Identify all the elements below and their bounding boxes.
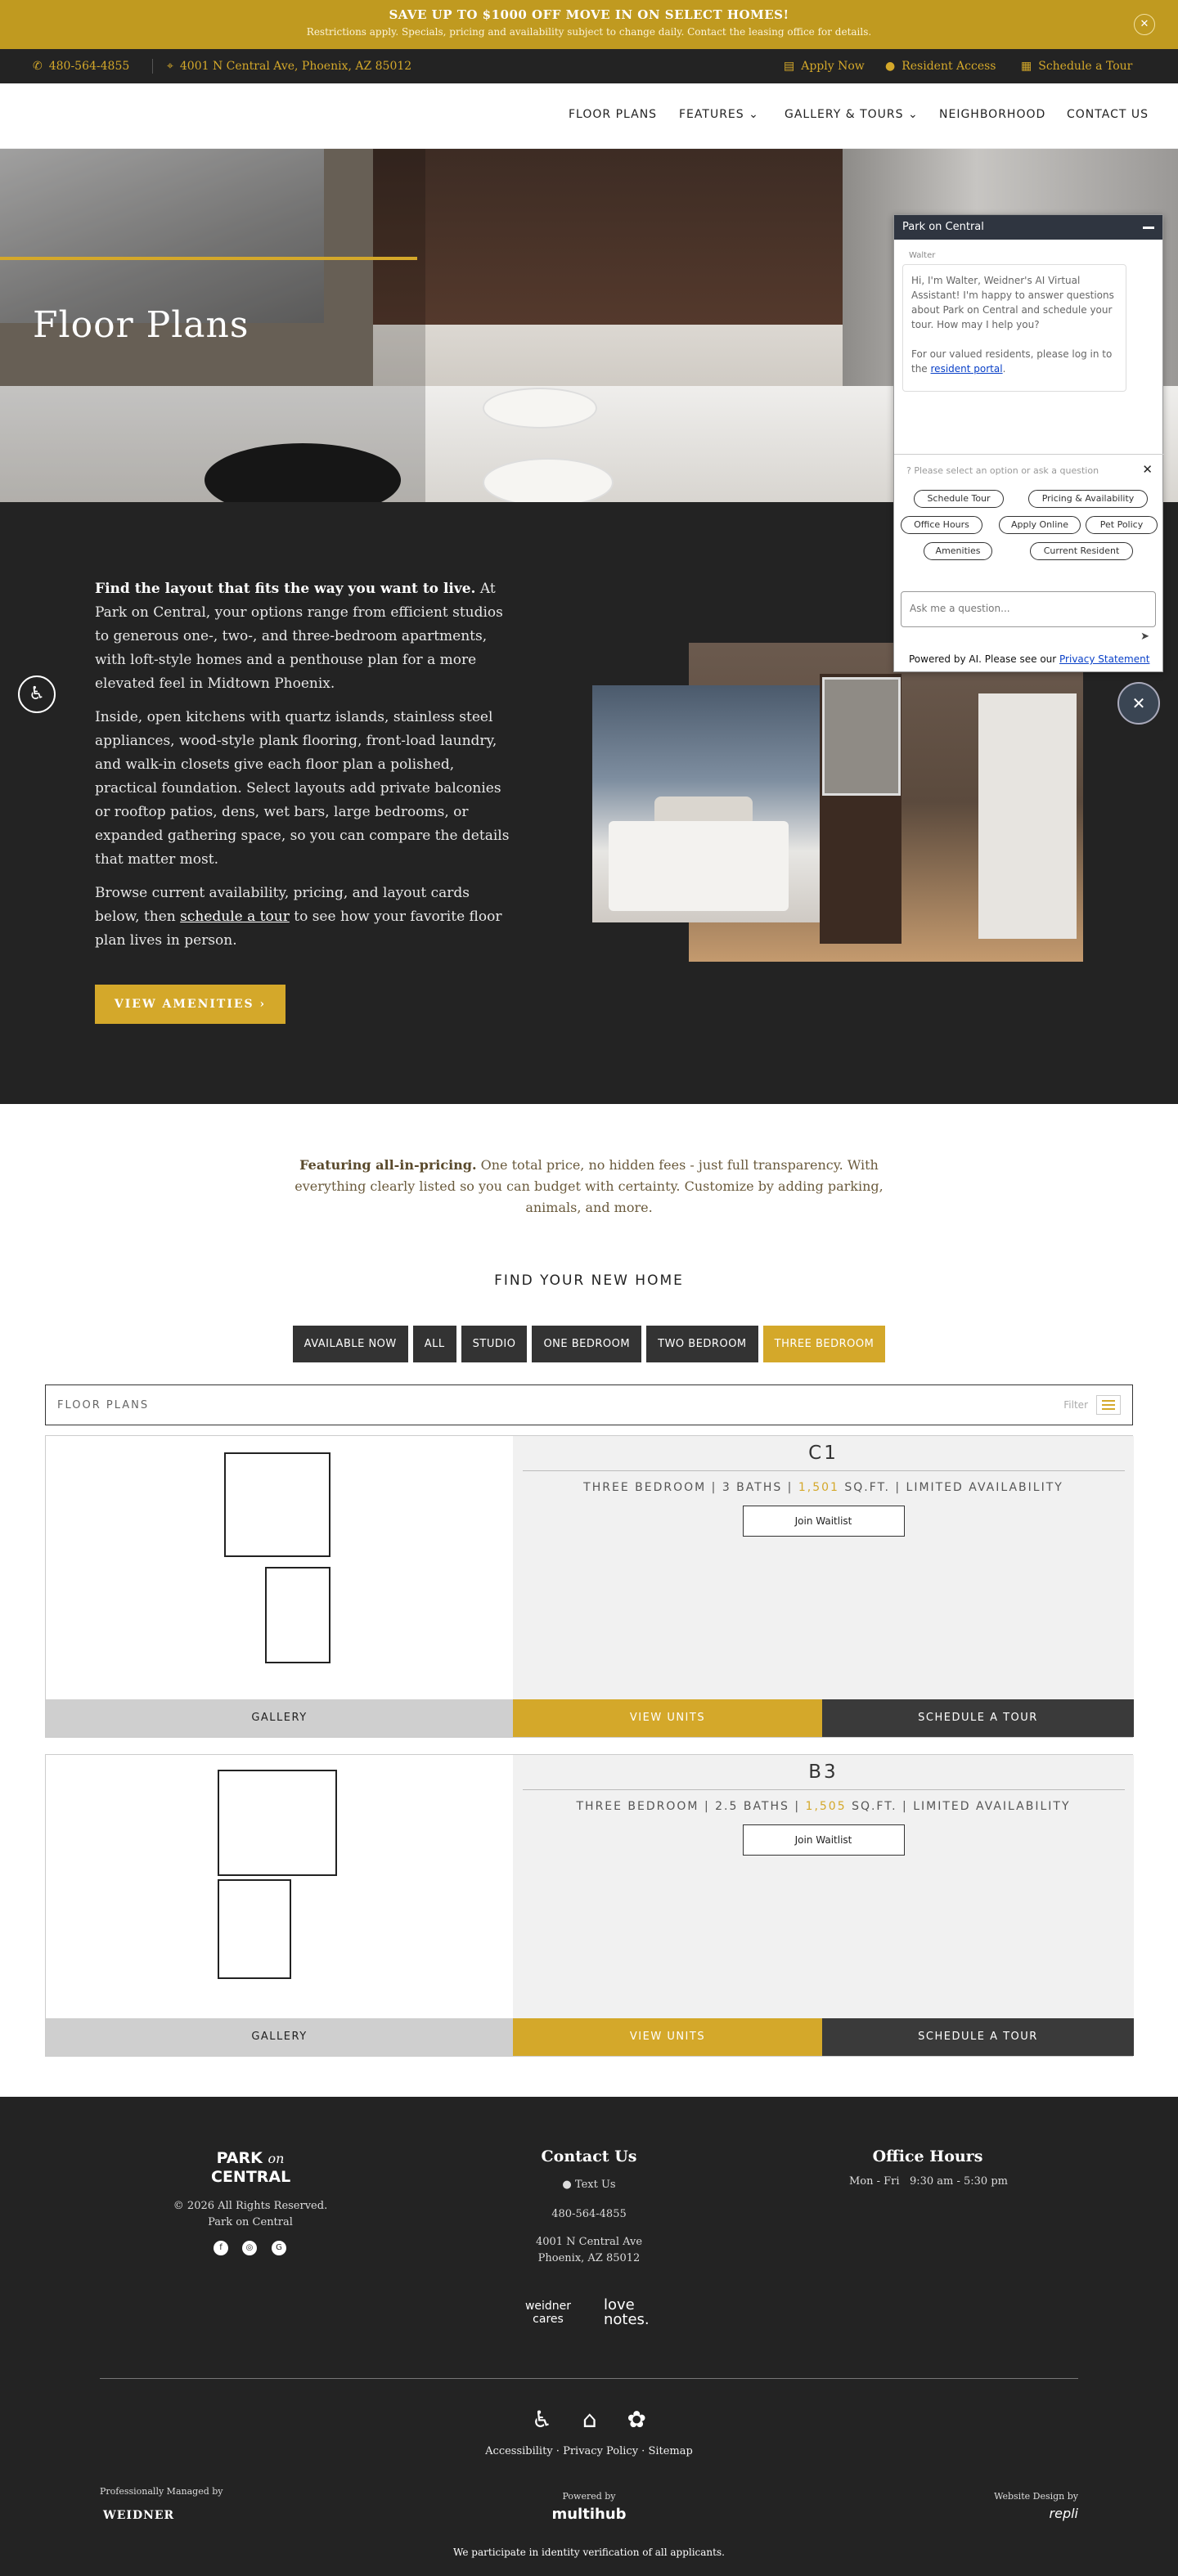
chip-pricing-availability[interactable]: Pricing & Availability: [1028, 490, 1148, 508]
utility-bar: [0, 49, 1178, 83]
utility-divider: [152, 59, 153, 74]
intro-paragraph: [95, 577, 514, 696]
nav-gallery-label: GALLERY & TOURS: [785, 108, 904, 121]
tab-available-now[interactable]: AVAILABLE NOW: [293, 1326, 408, 1362]
phone-link[interactable]: [33, 60, 129, 73]
tab-two-bedroom[interactable]: TWO BEDROOM: [646, 1326, 758, 1362]
page-title: Floor Plans: [33, 304, 250, 346]
calendar-icon: ▦: [1021, 60, 1032, 73]
footer-phone[interactable]: 480-564-4855: [551, 2208, 627, 2220]
gallery-button[interactable]: GALLERY: [46, 1699, 513, 1737]
chat-agent-name: Walter: [909, 251, 936, 260]
nav-contact-us[interactable]: CONTACT US: [1067, 108, 1149, 121]
chat-input[interactable]: Ask me a question...: [901, 591, 1156, 627]
chat-title: Park on Central: [902, 221, 984, 233]
floor-plans-label: FLOOR PLANS: [57, 1399, 150, 1411]
floor-plan-image[interactable]: [46, 1436, 513, 1699]
gallery-button[interactable]: GALLERY: [46, 2018, 513, 2056]
accessibility-widget-icon[interactable]: ♿: [18, 675, 56, 713]
floor-plans-filter-bar: [45, 1384, 1133, 1425]
resident-access-link[interactable]: [885, 60, 996, 73]
bedroom-filter-tabs: [0, 1326, 1178, 1362]
intro-text: At Park on Central, your options range from efficient studios to generous one-, two-, and three-bedroom apartments, with loft-style homes and a penthouse plan for a more elevated feel in Midtown Phoenix.: [95, 581, 503, 692]
floor-plan-lower: [218, 1879, 291, 1979]
chat-divider: [894, 454, 1164, 455]
floor-plan-sqft: 1,501: [798, 1481, 839, 1494]
main-navigation: [0, 83, 1178, 149]
find-home-title: FIND YOUR NEW HOME: [494, 1272, 684, 1289]
chat-prompt: [906, 465, 1099, 476]
logo-word: on: [268, 2151, 285, 2166]
floor-plan-info: [513, 1755, 1134, 2018]
multihub-logo[interactable]: multihub: [551, 2506, 627, 2523]
managed-by-label: Professionally Managed by: [100, 2486, 223, 2497]
logo-word: CENTRAL: [211, 2168, 291, 2186]
floor-plan-sqft: 1,505: [805, 1800, 847, 1813]
map-pin-icon: ⌖: [167, 60, 173, 73]
logo-word: PARK: [216, 2149, 263, 2167]
powered-by-label: Powered by: [562, 2491, 616, 2502]
phone-icon: ✆: [33, 60, 43, 73]
chip-schedule-tour[interactable]: Schedule Tour: [914, 490, 1004, 508]
floor-plan-image[interactable]: [46, 1755, 513, 2018]
pricing-text: [286, 1155, 892, 1218]
love-notes-logo[interactable]: love notes.: [604, 2296, 650, 2328]
google-icon[interactable]: G: [272, 2241, 286, 2255]
send-icon[interactable]: ➤: [1140, 631, 1149, 643]
chat-close-button[interactable]: ✕: [1117, 682, 1160, 725]
view-units-button[interactable]: VIEW UNITS: [513, 2018, 822, 2056]
bedroom-bed: [609, 821, 789, 911]
hero-plate: [483, 388, 597, 429]
divider: [523, 1789, 1125, 1790]
tab-one-bedroom[interactable]: ONE BEDROOM: [532, 1326, 641, 1362]
chat-footer-text: Powered by AI. Please see our: [909, 653, 1060, 665]
pet-friendly-icon: ✿: [627, 2406, 646, 2433]
chat-header: [894, 215, 1162, 240]
intro-paragraph: [95, 882, 514, 953]
nav-features-label: FEATURES: [679, 108, 744, 121]
tab-studio[interactable]: STUDIO: [461, 1326, 528, 1362]
weidner-cares-logo[interactable]: weidner cares: [524, 2300, 572, 2326]
nav-gallery-tours[interactable]: [785, 108, 919, 121]
intro-copy: [95, 577, 514, 963]
office-hours-title: Office Hours: [872, 2147, 983, 2165]
floor-plan-card: [45, 1754, 1133, 2057]
join-waitlist-button[interactable]: Join Waitlist: [743, 1824, 905, 1856]
promo-close-button[interactable]: ✕: [1134, 14, 1155, 35]
hero-plate: [483, 458, 614, 502]
hours-days: Mon - Fri: [848, 2175, 900, 2188]
footer-links: Accessibility · Privacy Policy · Sitemap: [485, 2445, 693, 2457]
resident-portal-link[interactable]: resident portal: [930, 363, 1003, 375]
intro-text: to see how your favorite floor plan lives in person.: [95, 909, 502, 949]
join-waitlist-button[interactable]: Join Waitlist: [743, 1506, 905, 1537]
all-in-pricing: [0, 1155, 1178, 1218]
schedule-tour-link[interactable]: [1021, 60, 1132, 73]
nav-floor-plans[interactable]: FLOOR PLANS: [569, 108, 658, 121]
chip-amenities[interactable]: Amenities: [924, 542, 992, 560]
contact-title: Contact Us: [541, 2147, 637, 2165]
document-icon: ▤: [784, 60, 795, 73]
floor-plan-availability: SQ.FT. | LIMITED AVAILABILITY: [839, 1481, 1063, 1494]
promo-banner: [0, 0, 1178, 49]
floor-plan-upper: [218, 1770, 337, 1876]
chat-widget: [893, 214, 1163, 672]
chat-resident-note: For our valued residents, please log in to the resident portal.: [911, 348, 1113, 375]
chip-office-hours[interactable]: Office Hours: [901, 516, 982, 534]
view-amenities-button[interactable]: VIEW AMENITIES ›: [95, 985, 286, 1024]
park-on-central-logo[interactable]: [211, 2149, 290, 2188]
view-units-button[interactable]: VIEW UNITS: [513, 1699, 822, 1737]
weidner-logo[interactable]: WEIDNER: [103, 2509, 175, 2522]
minimize-icon[interactable]: [1143, 227, 1154, 229]
close-options-icon[interactable]: ✕: [1142, 462, 1153, 477]
compliance-icons: [532, 2406, 646, 2433]
chat-message: [902, 264, 1126, 392]
chevron-down-icon: ⌄: [907, 108, 919, 121]
address-text: 4001 N Central Ave, Phoenix, AZ 85012: [179, 60, 412, 73]
repli-logo[interactable]: repli: [1049, 2506, 1078, 2521]
floor-plan-specs: THREE BEDROOM | 3 BATHS |: [583, 1481, 798, 1494]
apply-now-link[interactable]: [784, 60, 865, 73]
schedule-tour-inline-link[interactable]: schedule a tour: [180, 909, 290, 925]
floor-plan-details: [513, 1800, 1134, 1813]
office-hours: [826, 2174, 1031, 2190]
floor-plan-upper: [224, 1452, 330, 1557]
design-by-label: Website Design by: [994, 2491, 1078, 2502]
pricing-lead: Featuring all-in-pricing.: [299, 1157, 477, 1173]
tab-all[interactable]: ALL: [413, 1326, 456, 1362]
divider: [523, 1470, 1125, 1471]
footer-address-line[interactable]: 4001 N Central Ave: [535, 2236, 643, 2248]
tab-three-bedroom[interactable]: THREE BEDROOM: [763, 1326, 886, 1362]
footer-divider: [100, 2378, 1078, 2379]
copyright: © 2026 All Rights Reserved. Park on Central: [173, 2200, 328, 2228]
chip-current-resident[interactable]: Current Resident: [1030, 542, 1133, 560]
schedule-tour-button[interactable]: SCHEDULE A TOUR: [822, 2018, 1134, 2056]
chat-resident-text: For our valued residents, please log in to the: [911, 348, 1113, 375]
apply-now-label: Apply Now: [801, 60, 865, 73]
filter-label[interactable]: Filter: [1063, 1399, 1088, 1411]
chip-apply-online[interactable]: Apply Online: [999, 516, 1081, 534]
person-icon: ●: [885, 60, 896, 73]
floor-plan-card: [45, 1435, 1133, 1738]
accessibility-icon: ♿: [532, 2406, 553, 2433]
footer-address-line[interactable]: Phoenix, AZ 85012: [537, 2252, 641, 2264]
facebook-icon[interactable]: f: [214, 2241, 228, 2255]
filter-menu-icon[interactable]: [1096, 1395, 1121, 1415]
intro-lead: Find the layout that fits the way you want to live.: [95, 581, 476, 597]
resident-access-label: Resident Access: [901, 60, 996, 73]
text-us-label: Text Us: [574, 2179, 616, 2191]
promo-title: SAVE UP TO $1000 OFF MOVE IN ON SELECT HOMES!: [389, 7, 789, 22]
chat-greeting: Hi, I'm Walter, Weidner's AI Virtual Assistant! I'm happy to answer questions about Park on Central and schedule your tour. How may I help you?: [911, 275, 1114, 330]
intro-paragraph: Inside, open kitchens with quartz islands, stainless steel appliances, wood-style plank flooring, front-load laundry, and walk-in closets give each floor plan a polished, practical foundation. Select layouts add private balconies or rooftop patios, dens, wet bars, large bedrooms, or expanded gathering space, so you can compare the details that matter most.: [95, 709, 510, 868]
hero-accent-line: [0, 257, 417, 260]
accessibility-link[interactable]: Accessibility: [485, 2445, 553, 2457]
floor-plan-lower: [265, 1567, 330, 1663]
phone-number: 480-564-4855: [48, 60, 130, 73]
instagram-icon[interactable]: ◎: [242, 2241, 257, 2255]
nav-features[interactable]: [679, 108, 759, 121]
pricing-body: One total price, no hidden fees - just full transparency. With everything clearly listed so you can budget with certainty. Customize by adding parking, animals, and more.: [294, 1157, 884, 1215]
floor-plan-specs: THREE BEDROOM | 2.5 BATHS |: [576, 1800, 806, 1813]
identity-verification-note: We participate in identity verification of all applicants.: [453, 2547, 725, 2558]
chat-footer: [909, 653, 1149, 665]
floor-plan-availability: SQ.FT. | LIMITED AVAILABILITY: [846, 1800, 1071, 1813]
privacy-policy-link[interactable]: Privacy Policy: [563, 2445, 639, 2457]
site-footer: [0, 2097, 1178, 2576]
floor-plan-info: [513, 1436, 1134, 1699]
logo-text: [211, 2149, 290, 2168]
schedule-tour-label: Schedule a Tour: [1038, 60, 1133, 73]
equal-housing-icon: ⌂: [582, 2406, 597, 2433]
text-us-link[interactable]: [507, 2177, 671, 2193]
chat-bubble-icon: ●: [562, 2179, 572, 2191]
chevron-down-icon: ⌄: [749, 108, 759, 121]
hero-cabinets: [373, 149, 913, 325]
help-icon: ?: [906, 465, 911, 476]
sitemap-link[interactable]: Sitemap: [648, 2445, 693, 2457]
hours-time: 9:30 am - 5:30 pm: [909, 2175, 1008, 2188]
schedule-tour-button[interactable]: SCHEDULE A TOUR: [822, 1699, 1134, 1737]
chip-pet-policy[interactable]: Pet Policy: [1086, 516, 1158, 534]
promo-subtitle: Restrictions apply. Specials, pricing and availability subject to change daily. Contact the leasing office for details.: [306, 26, 872, 38]
floor-plan-name: C1: [808, 1443, 839, 1464]
privacy-statement-link[interactable]: Privacy Statement: [1059, 653, 1150, 665]
intro-text: Browse current availability, pricing, and layout cards below, then: [95, 885, 470, 925]
chat-prompt-text: Please select an option or ask a question: [914, 465, 1099, 476]
nav-neighborhood[interactable]: NEIGHBORHOOD: [939, 108, 1046, 121]
address-link[interactable]: [167, 60, 411, 73]
floor-plan-name: B3: [808, 1761, 839, 1783]
closet-photo: [978, 693, 1077, 939]
bathroom-mirror: [822, 677, 901, 796]
floor-plan-details: [513, 1481, 1134, 1494]
